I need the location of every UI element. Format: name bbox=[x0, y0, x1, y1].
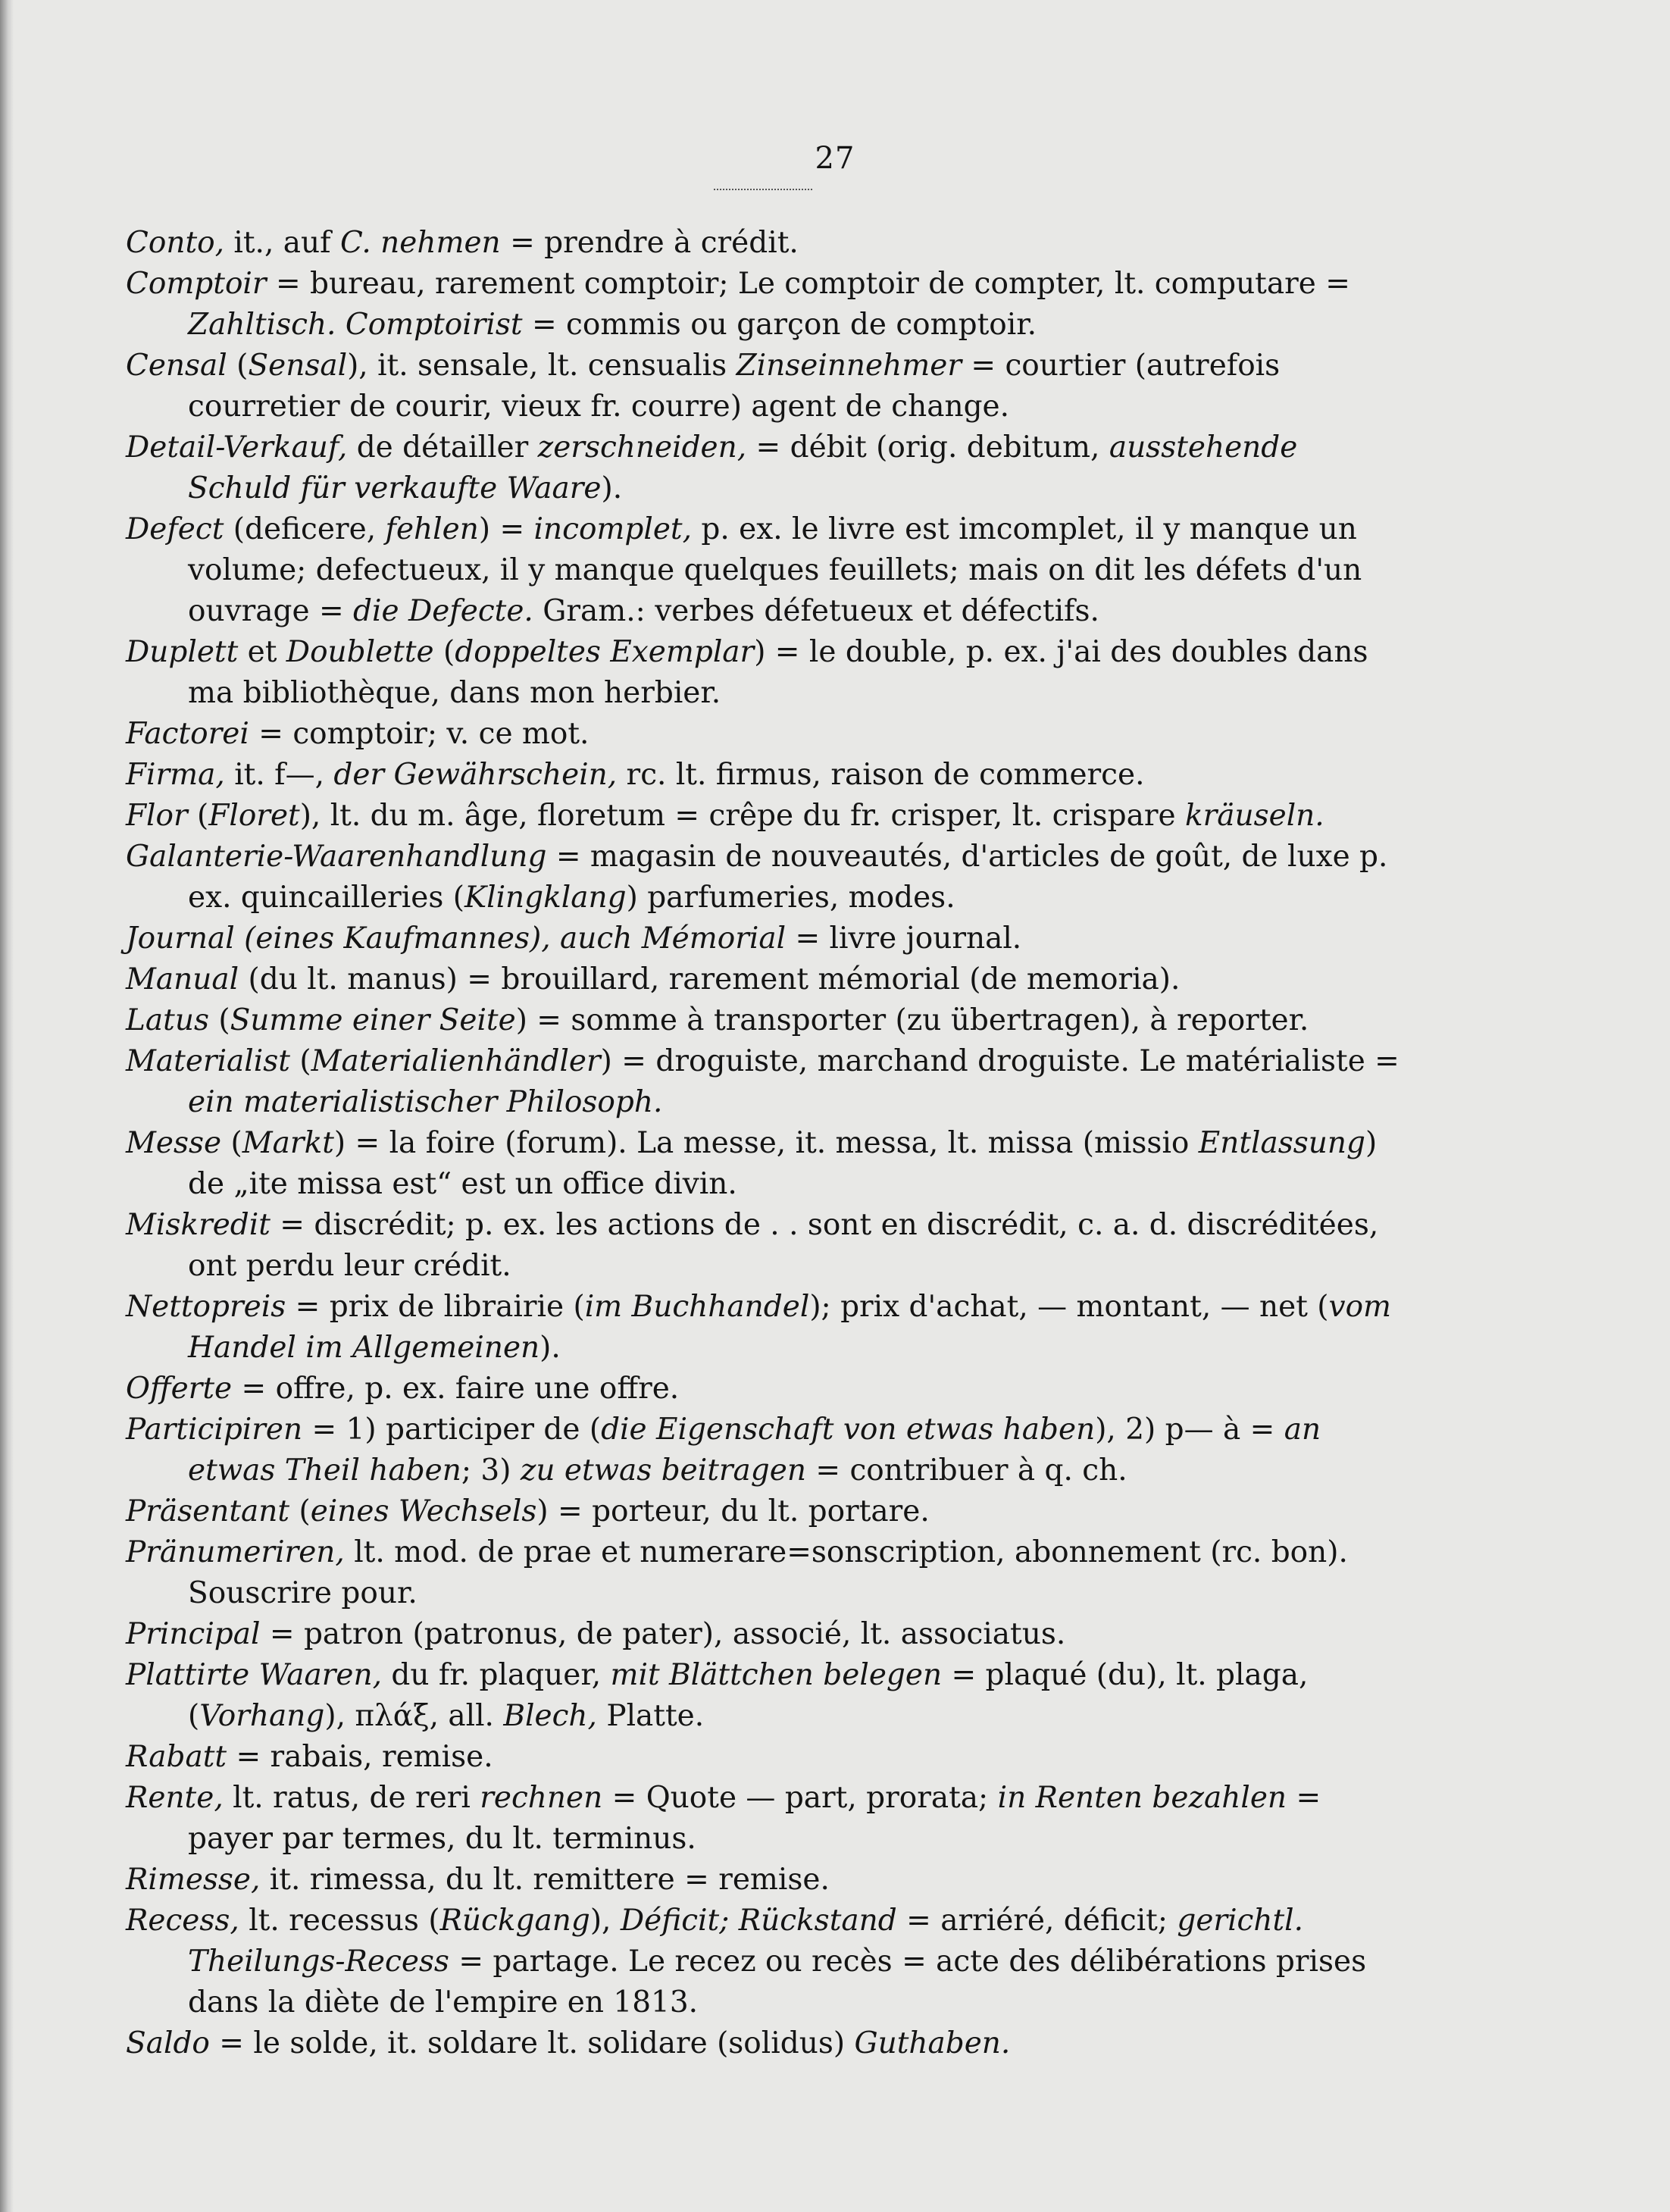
entry-italic-text: Blech, bbox=[503, 1699, 597, 1733]
glossary-entry bbox=[126, 1532, 1403, 1614]
entry-text: = livre journal. bbox=[786, 921, 1022, 956]
glossary-entry bbox=[126, 2023, 1403, 2064]
entry-italic-text: ausstehende Schuld für verkaufte Waare bbox=[188, 430, 1298, 505]
entry-italic-text: im Buchhandel bbox=[584, 1290, 810, 1324]
entry-text: ( bbox=[208, 1003, 230, 1037]
entry-text: = bureau, rarement comptoir; Le comptoir de compter, lt. computare = bbox=[266, 267, 1350, 301]
entry-term: Firma, bbox=[126, 758, 225, 792]
entry-italic-text: eines Wechsels bbox=[310, 1494, 537, 1528]
entry-italic-text: Klingklang bbox=[464, 881, 627, 915]
entry-text: ( bbox=[433, 635, 455, 669]
entry-text: ( bbox=[221, 1126, 242, 1160]
entry-italic-text: Markt bbox=[242, 1126, 334, 1160]
entry-italic-text: Floret bbox=[208, 799, 300, 833]
entry-term: Materialist bbox=[126, 1044, 290, 1078]
entry-italic-text: kräuseln. bbox=[1184, 799, 1324, 833]
entry-text: ) = la foire (forum). La messe, it. messa, lt. missa (missio bbox=[333, 1126, 1199, 1160]
entry-text: ; 3) bbox=[461, 1453, 521, 1488]
entry-term: Comptoir bbox=[126, 267, 267, 301]
glossary-entry bbox=[126, 837, 1403, 918]
entry-text: ), πλάξ, all. bbox=[324, 1699, 504, 1733]
glossary-entry bbox=[126, 918, 1403, 959]
glossary-entry bbox=[126, 1041, 1403, 1123]
entry-italic-text: zu etwas beitragen bbox=[520, 1453, 806, 1488]
entry-italic-text: in Renten bezahlen bbox=[997, 1781, 1287, 1815]
glossary-entry bbox=[126, 632, 1403, 714]
entry-text: = 1) participer de ( bbox=[302, 1413, 602, 1447]
entry-text: it. f—, bbox=[224, 758, 334, 792]
glossary-entry bbox=[126, 796, 1403, 837]
entry-term: Participiren bbox=[126, 1413, 303, 1447]
entry-italic-text: Guthaben. bbox=[854, 2026, 1011, 2060]
entry-text: ) = bbox=[478, 512, 534, 546]
page-number: 27 bbox=[815, 141, 855, 176]
entry-text: ( bbox=[227, 349, 249, 383]
entry-text: ) = porteur, du lt. portare. bbox=[536, 1494, 930, 1528]
glossary-entry bbox=[126, 1123, 1403, 1205]
entry-text: = comptoir; v. ce mot. bbox=[249, 717, 590, 751]
entry-italic-text: die Defecte. bbox=[353, 594, 533, 628]
entry-italic-text: zerschneiden, bbox=[537, 430, 747, 465]
glossary-entry bbox=[126, 1737, 1403, 1778]
entry-text: = payer par termes, du lt. terminus. bbox=[188, 1781, 1321, 1856]
entry-text: = patron (patronus, de pater), associé, lt. associatus. bbox=[260, 1617, 1066, 1651]
entry-italic-text: Vorhang bbox=[199, 1699, 325, 1733]
entry-text: lt. mod. de prae et numerare=sonscription, abonnement (rc. bon). Souscrire pour. bbox=[188, 1535, 1348, 1610]
entry-term: Offerte bbox=[126, 1372, 233, 1406]
glossary-entry bbox=[126, 1287, 1403, 1369]
entry-text: ). bbox=[539, 1331, 561, 1365]
entry-text: ), 2) p— à = bbox=[1095, 1413, 1284, 1447]
entry-term: Präsentant bbox=[126, 1494, 290, 1528]
entry-text: rc. lt. firmus, raison de commerce. bbox=[617, 758, 1145, 792]
entry-italic-text: Zahltisch. Comptoirist bbox=[188, 308, 523, 342]
entry-italic-text: C. nehmen bbox=[339, 226, 501, 260]
entry-text: = le solde, it. soldare lt. solidare (solidus) bbox=[209, 2026, 855, 2060]
glossary-entry bbox=[126, 509, 1403, 632]
entry-text: = arriéré, déficit; bbox=[896, 1904, 1177, 1938]
glossary-entry bbox=[126, 714, 1403, 755]
entry-term: Messe bbox=[126, 1126, 222, 1160]
entry-italic-text: Entlassung bbox=[1198, 1126, 1366, 1160]
entry-text bbox=[235, 921, 244, 956]
entry-term: Rente, bbox=[126, 1781, 224, 1815]
glossary-entry bbox=[126, 1205, 1403, 1287]
entry-text: = magasin de nouveautés, d'articles de goût, de luxe p. ex. quincailleries ( bbox=[188, 840, 1388, 915]
glossary-entry bbox=[126, 1860, 1403, 1901]
glossary-entry bbox=[126, 1901, 1403, 2023]
entry-text: = prendre à crédit. bbox=[500, 226, 799, 260]
entry-term: Pränumeriren, bbox=[126, 1535, 345, 1569]
entry-term: Rimesse, bbox=[126, 1863, 261, 1897]
glossary-entry bbox=[126, 1778, 1403, 1860]
entry-term: Defect bbox=[126, 512, 224, 546]
entry-term: Manual bbox=[126, 962, 239, 996]
entry-italic-text: incomplet, bbox=[533, 512, 692, 546]
entry-text: ), it. sensale, lt. censualis bbox=[347, 349, 736, 383]
entry-text: = prix de librairie ( bbox=[286, 1290, 585, 1324]
glossary-entry bbox=[126, 755, 1403, 796]
entry-italic-text: die Eigenschaft von etwas haben bbox=[601, 1413, 1096, 1447]
entry-italic-text: an etwas Theil haben bbox=[188, 1413, 1321, 1488]
entry-text: = débit (orig. debitum, bbox=[746, 430, 1109, 465]
entry-text: = Quote — part, prorata; bbox=[602, 1781, 998, 1815]
entry-term: Principal bbox=[126, 1617, 261, 1651]
entry-italic-text: Rückgang bbox=[439, 1904, 590, 1938]
entry-text: Gram.: verbes défetueux et défectifs. bbox=[533, 594, 1099, 628]
entry-text: ) de „ite missa est“ est un office divin. bbox=[188, 1126, 1378, 1201]
entry-text: ) = le double, p. ex. j'ai des doubles dans ma bibliothèque, dans mon herbier. bbox=[188, 635, 1368, 710]
entry-term: Conto, bbox=[126, 226, 224, 260]
page-number-ornament bbox=[714, 184, 812, 190]
entry-italic-text: (eines Kaufmannes), auch Mémorial bbox=[244, 921, 787, 956]
entry-text: lt. recessus ( bbox=[239, 1904, 440, 1938]
entry-italic-text: Zinseinnehmer bbox=[736, 349, 962, 383]
entry-italic-text: doppeltes Exemplar bbox=[455, 635, 755, 669]
entry-term: Journal bbox=[126, 921, 235, 956]
entry-term: Detail-Verkauf, bbox=[126, 430, 348, 465]
entry-italic-text: Déficit; Rückstand bbox=[620, 1904, 897, 1938]
entry-term: Latus bbox=[126, 1003, 209, 1037]
entry-text: (du lt. manus) = brouillard, rarement mémorial (de memoria). bbox=[239, 962, 1181, 996]
entry-italic-text: rechnen bbox=[480, 1781, 603, 1815]
entry-text: ) = somme à transporter (zu übertragen), à reporter. bbox=[515, 1003, 1309, 1037]
page-spine-shadow bbox=[0, 0, 14, 2212]
entry-text: = offre, p. ex. faire une offre. bbox=[232, 1372, 680, 1406]
entry-text: ( bbox=[187, 799, 209, 833]
entry-term: Factorei bbox=[126, 717, 249, 751]
entry-text: Platte. bbox=[596, 1699, 705, 1733]
entry-text: ) = droguiste, marchand droguiste. Le matérialiste = bbox=[600, 1044, 1399, 1078]
glossary-entry bbox=[126, 1614, 1403, 1655]
glossary-entry bbox=[126, 1369, 1403, 1409]
entry-text: it., auf bbox=[224, 226, 340, 260]
entry-text: = plaqué (du), lt. plaga, ( bbox=[188, 1658, 1309, 1733]
entry-italic-text: der Gewährschein, bbox=[333, 758, 618, 792]
entry-text: ( bbox=[289, 1494, 311, 1528]
entry-text: = courtier (autrefois courretier de courir, vieux fr. courre) agent de change. bbox=[188, 349, 1281, 424]
glossary-entry bbox=[126, 1491, 1403, 1532]
entry-term: Duplett bbox=[126, 635, 239, 669]
entry-text: de détailler bbox=[347, 430, 538, 465]
entry-text: = rabais, remise. bbox=[227, 1740, 493, 1774]
entry-italic-text: fehlen bbox=[385, 512, 479, 546]
entry-text: et bbox=[238, 635, 286, 669]
entry-text: it. rimessa, du lt. remittere = remise. bbox=[260, 1863, 830, 1897]
glossary-entries bbox=[126, 223, 1403, 2064]
entry-term: Miskredit bbox=[126, 1208, 271, 1242]
entry-text: ( bbox=[289, 1044, 311, 1078]
glossary-entry bbox=[126, 1655, 1403, 1737]
entry-italic-text: ein materialistischer Philosoph. bbox=[188, 1085, 663, 1119]
entry-term: Recess, bbox=[126, 1904, 239, 1938]
entry-term: Plattirte Waaren, bbox=[126, 1658, 383, 1692]
glossary-entry bbox=[126, 1409, 1403, 1491]
entry-text: = partage. Le recez ou recès = acte des délibérations prises dans la diète de l'empire en 1813. bbox=[188, 1944, 1367, 2020]
glossary-entry bbox=[126, 1000, 1403, 1041]
entry-text: ) parfumeries, modes. bbox=[626, 881, 955, 915]
entry-term: Nettopreis bbox=[126, 1290, 286, 1324]
entry-italic-text: gerichtl. Theilungs-Recess bbox=[188, 1904, 1304, 1979]
entry-text: ), lt. du m. âge, floretum = crêpe du fr. crisper, lt. crispare bbox=[299, 799, 1185, 833]
entry-italic-text: Summe einer Seite bbox=[230, 1003, 516, 1037]
entry-text: ), bbox=[590, 1904, 621, 1938]
entry-text: = discrédit; p. ex. les actions de . . sont en discrédit, c. a. d. discréditées, ont perdu leur crédit. bbox=[188, 1208, 1379, 1283]
entry-term: Censal bbox=[126, 349, 227, 383]
entry-text: = commis ou garçon de comptoir. bbox=[522, 308, 1037, 342]
entry-term: Rabatt bbox=[126, 1740, 227, 1774]
entry-text: = contribuer à q. ch. bbox=[805, 1453, 1127, 1488]
entry-italic-text: Materialienhändler bbox=[311, 1044, 601, 1078]
entry-term: Saldo bbox=[126, 2026, 210, 2060]
entry-text: ). bbox=[601, 471, 623, 505]
glossary-entry bbox=[126, 346, 1403, 427]
entry-text: (deficere, bbox=[224, 512, 386, 546]
entry-text: p. ex. le livre est imcomplet, il y manque un volume; defectueux, il y manque quelques feuillets; mais on dit les défets d'un ouvrage = bbox=[188, 512, 1362, 628]
glossary-entry bbox=[126, 223, 1403, 264]
glossary-entry bbox=[126, 959, 1403, 1000]
glossary-entry bbox=[126, 427, 1403, 509]
entry-italic-text: Sensal bbox=[248, 349, 348, 383]
entry-text: du fr. plaquer, bbox=[382, 1658, 611, 1692]
entry-italic-text: vom Handel im Allgemeinen bbox=[188, 1290, 1392, 1365]
entry-text: lt. ratus, de reri bbox=[223, 1781, 480, 1815]
entry-term: Flor bbox=[126, 799, 188, 833]
entry-italic-text: mit Blättchen belegen bbox=[610, 1658, 943, 1692]
entry-text: ); prix d'achat, — montant, — net ( bbox=[809, 1290, 1329, 1324]
entry-italic-text: Doublette bbox=[286, 635, 434, 669]
glossary-entry bbox=[126, 264, 1403, 346]
entry-term: Galanterie-Waarenhandlung bbox=[126, 840, 547, 874]
